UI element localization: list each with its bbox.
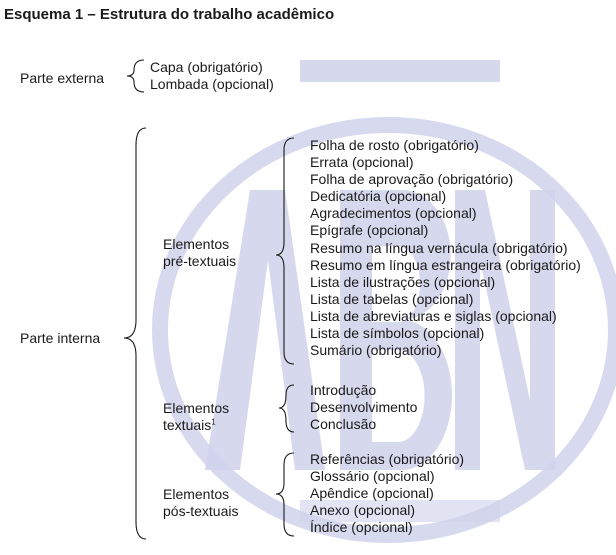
textuais-list bbox=[310, 382, 417, 433]
brace-parte-interna bbox=[124, 128, 146, 539]
footnote-mark: 1 bbox=[211, 417, 216, 427]
brace-parte-externa bbox=[127, 60, 144, 92]
list-item: Apêndice (opcional) bbox=[310, 485, 434, 502]
list-item: Lista de tabelas (opcional) bbox=[310, 290, 474, 307]
list-item: Desenvolvimento bbox=[310, 399, 418, 416]
brace-textuais bbox=[279, 385, 294, 432]
textuais-label-line1: Elementos bbox=[163, 400, 230, 416]
list-item: Conclusão bbox=[310, 416, 377, 433]
list-item: Lista de símbolos (opcional) bbox=[310, 325, 485, 342]
list-item: Lista de abreviaturas e siglas (opcional) bbox=[310, 307, 557, 324]
list-item: Capa (obrigatório) bbox=[150, 59, 263, 75]
list-item: Glossário (opcional) bbox=[310, 468, 435, 485]
list-item: Anexo (opcional) bbox=[310, 502, 416, 519]
list-item: Folha de rosto (obrigatório) bbox=[310, 137, 479, 153]
parte-externa-list bbox=[150, 59, 274, 93]
pre-textuais-list bbox=[310, 137, 581, 359]
list-item: Lombada (opcional) bbox=[150, 76, 274, 93]
list-item: Lista de ilustrações (opcional) bbox=[310, 273, 496, 290]
pos-textuais-label-line2: pós-textuais bbox=[163, 503, 239, 519]
list-item: Agradecimentos (opcional) bbox=[310, 205, 477, 222]
brace-pos-textuais bbox=[276, 453, 294, 536]
pre-textuais-label-line2: pré-textuais bbox=[163, 253, 237, 269]
list-item: Dedicatória (opcional) bbox=[310, 188, 447, 205]
pre-textuais-label bbox=[163, 236, 236, 270]
parte-interna-label: Parte interna bbox=[20, 330, 101, 346]
brace-pre-textuais bbox=[276, 138, 294, 364]
pos-textuais-label-line1: Elementos bbox=[163, 486, 230, 502]
list-item: Resumo em língua estrangeira (obrigatório) bbox=[310, 256, 581, 273]
pre-textuais-label-line1: Elementos bbox=[163, 236, 230, 252]
textuais-label bbox=[163, 400, 229, 434]
parte-externa-label: Parte externa bbox=[20, 70, 105, 86]
pos-textuais-list bbox=[310, 451, 464, 536]
list-item: Epígrafe (opcional) bbox=[310, 222, 429, 239]
list-item: Resumo na língua vernácula (obrigatório) bbox=[310, 239, 568, 256]
list-item: Introdução bbox=[310, 382, 377, 398]
list-item: Folha de aprovação (obrigatório) bbox=[310, 171, 514, 188]
textuais-label-line2: textuais bbox=[163, 417, 212, 433]
list-item: Índice (opcional) bbox=[310, 519, 413, 536]
list-item: Errata (opcional) bbox=[310, 154, 414, 171]
pos-textuais-label bbox=[163, 486, 238, 520]
list-item: Sumário (obrigatório) bbox=[310, 342, 442, 359]
diagram-title: Esquema 1 – Estrutura do trabalho acadêmico bbox=[4, 6, 335, 23]
list-item: Referências (obrigatório) bbox=[310, 451, 465, 467]
